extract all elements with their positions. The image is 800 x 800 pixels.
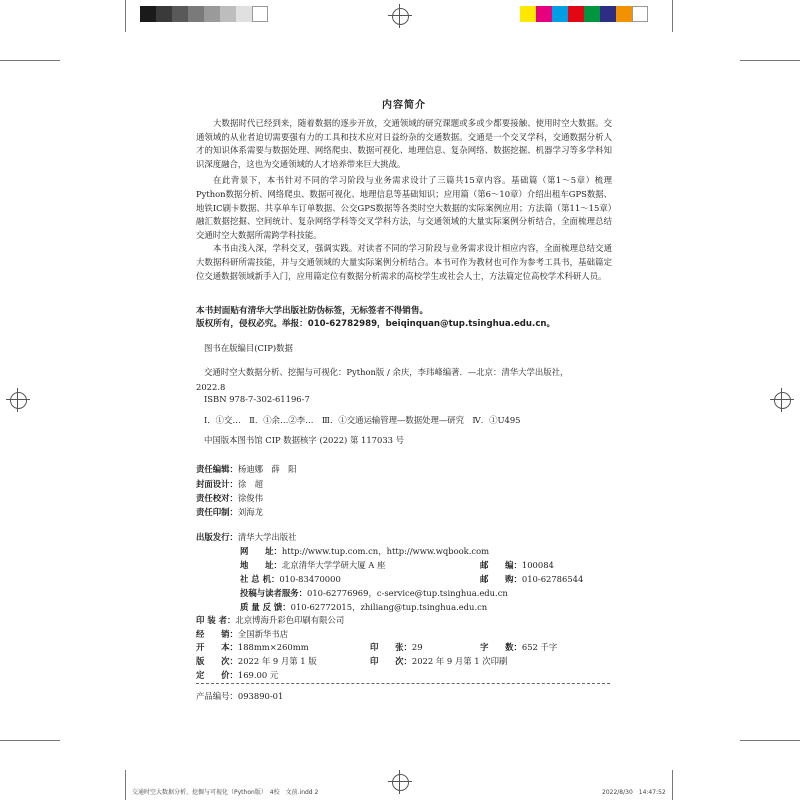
cip-record-line-1: 交通时空大数据分析、挖掘与可视化：Python版 / 余庆，李玮峰编著．—北京：清华大学出版社， [204,367,569,377]
price: 定 价：169.00 元 [196,670,279,680]
gray-swatch [204,6,220,22]
crop-mark [740,60,800,61]
color-swatch [584,6,600,22]
distributor: 经 销：全国新华书店 [196,629,289,639]
color-swatch [616,6,632,22]
color-swatch [536,6,552,22]
printer: 印 装 者：北京博海升彩色印刷有限公司 [196,615,345,625]
crop-mark [125,770,126,800]
grayscale-color-bar [140,6,268,22]
gray-swatch [172,6,188,22]
gray-swatch [188,6,204,22]
registration-mark-left [6,388,30,412]
cip-classification: Ⅰ．①交… Ⅱ．①余…②李… Ⅲ．①交通运输管理—数据处理—研究 Ⅳ．①U495 [204,415,521,425]
crop-mark [0,60,60,61]
registration-mark-top [388,4,412,28]
crop-mark [740,740,800,741]
registration-mark-bottom [388,770,412,794]
process-color-bar [520,6,648,22]
crop-mark [672,770,673,800]
publisher-reader-service: 投稿与读者服务：010-62776969，c-service@tup.tsinghua.edu.cn [240,588,508,598]
color-swatch [568,6,584,22]
intro-paragraph-3: 本书由浅入深，学科交叉，强调实践。对读者不同的学习阶段与业务需求设计相应内容，全面梳理总结交通大数据科研所需技能，并与交通领域的大量实际案例分析结合。本书可作为教材也可作为参考工具书，基础篇定位交通数据领域新手入门，应用篇定位有数据分析需求的高校学生或社会人士，方法篇定位高校学术科研人员。 [196,243,612,281]
publisher-switchboard: 社 总 机：010-83470000 [240,574,341,584]
color-swatch [552,6,568,22]
isbn: ISBN 978-7-302-61196-7 [204,394,310,404]
cip-core-number: 中国版本图书馆 CIP 数据核字 (2022) 第 117033 号 [204,435,405,445]
word-count: 字 数：652 千字 [480,642,558,652]
color-swatch [600,6,616,22]
cip-record-line-2: 2022.8 [196,382,226,392]
footer-timestamp: 2022/8/30 14:47:52 [602,789,666,796]
publisher: 出版发行：清华大学出版社 [196,532,297,542]
staff-editor: 责任编辑：杨迪娜 薛 阳 [196,464,297,474]
divider-line [196,683,610,684]
anti-counterfeit-notice: 本书封面贴有清华大学出版社防伪标签，无标签者不得销售。 [196,306,429,316]
gray-swatch [252,6,268,22]
publisher-quality-feedback: 质 量 反 馈：010-62772015，zhiliang@tup.tsinghua.edu.cn [240,602,488,612]
crop-mark [672,0,673,32]
copyright-notice: 版权所有，侵权必究。举报：010-62782989，beiqinquan@tup.tsinghua.edu.cn。 [196,319,556,329]
page-content [196,96,612,283]
publisher-address: 地 址：北京清华大学学研大厦 A 座 [240,560,386,570]
edition: 版 次：2022 年 9 月第 1 版 [196,656,317,666]
crop-mark [0,740,60,741]
staff-cover-design: 封面设计：徐 超 [196,479,263,489]
gray-swatch [236,6,252,22]
publisher-zip: 邮 编：100084 [480,560,554,570]
product-code: 产品编号：093890-01 [196,691,284,701]
staff-printing: 责任印制：刘海龙 [196,507,263,517]
footer-file-slug: 交通时空大数据分析、挖掘与可视化（Python版） 4校 文前.indd 2 [132,789,319,796]
gray-swatch [220,6,236,22]
gray-swatch [156,6,172,22]
print-sheets: 印 张：29 [370,642,423,652]
publisher-mail-order: 邮 购：010-62786544 [480,574,584,584]
gray-swatch [140,6,156,22]
intro-paragraph-2: 在此背景下，本书针对不同的学习阶段与业务需求设计了三篇共15章内容。基础篇（第1～5章）梳理Python数据分析、网络爬虫、数据可视化、地理信息等基础知识；应用篇（第6～10章）介绍出租车GPS数据、地铁IC刷卡数据、共享单车订单数据、公交GPS数据等各类时空大数据的实际案例应用；方法篇（第11～15章）融汇数据挖掘、空间统计、复杂网络学科等交叉学科方法，与交通领域的大量实际案例分析结合，全面梳理总结交通时空大数据所需跨学科技能。 [196,175,612,240]
impression: 印 次：2022 年 9 月第 1 次印刷 [370,656,508,666]
publisher-website: 网 址：http://www.tup.com.cn，http://www.wqbook.com [240,546,490,556]
color-swatch [520,6,536,22]
intro-paragraph-1: 大数据时代已经到来，随着数据的逐步开放，交通领域的研究课题或多或少都要接触、使用时空大数据。交通领域的从业者迫切需要强有力的工具和技术应对日益纷杂的交通数据。交通是一个交叉学科，交通数据分析人才的知识体系需要与数据处理、网络爬虫、数据可视化、地理信息、复杂网络、数据挖掘、机器学习等多学科知识深度融合，这也为交通领域的人才培养带来巨大挑战。 [196,118,612,169]
registration-mark-right [770,388,794,412]
section-title: 内容简介 [382,100,426,111]
crop-mark [125,0,126,32]
color-swatch [632,6,648,22]
cip-heading: 图书在版编目(CIP)数据 [204,343,293,353]
staff-proofreader: 责任校对：徐俊伟 [196,493,263,503]
format-size: 开 本：188mm×260mm [196,642,309,652]
